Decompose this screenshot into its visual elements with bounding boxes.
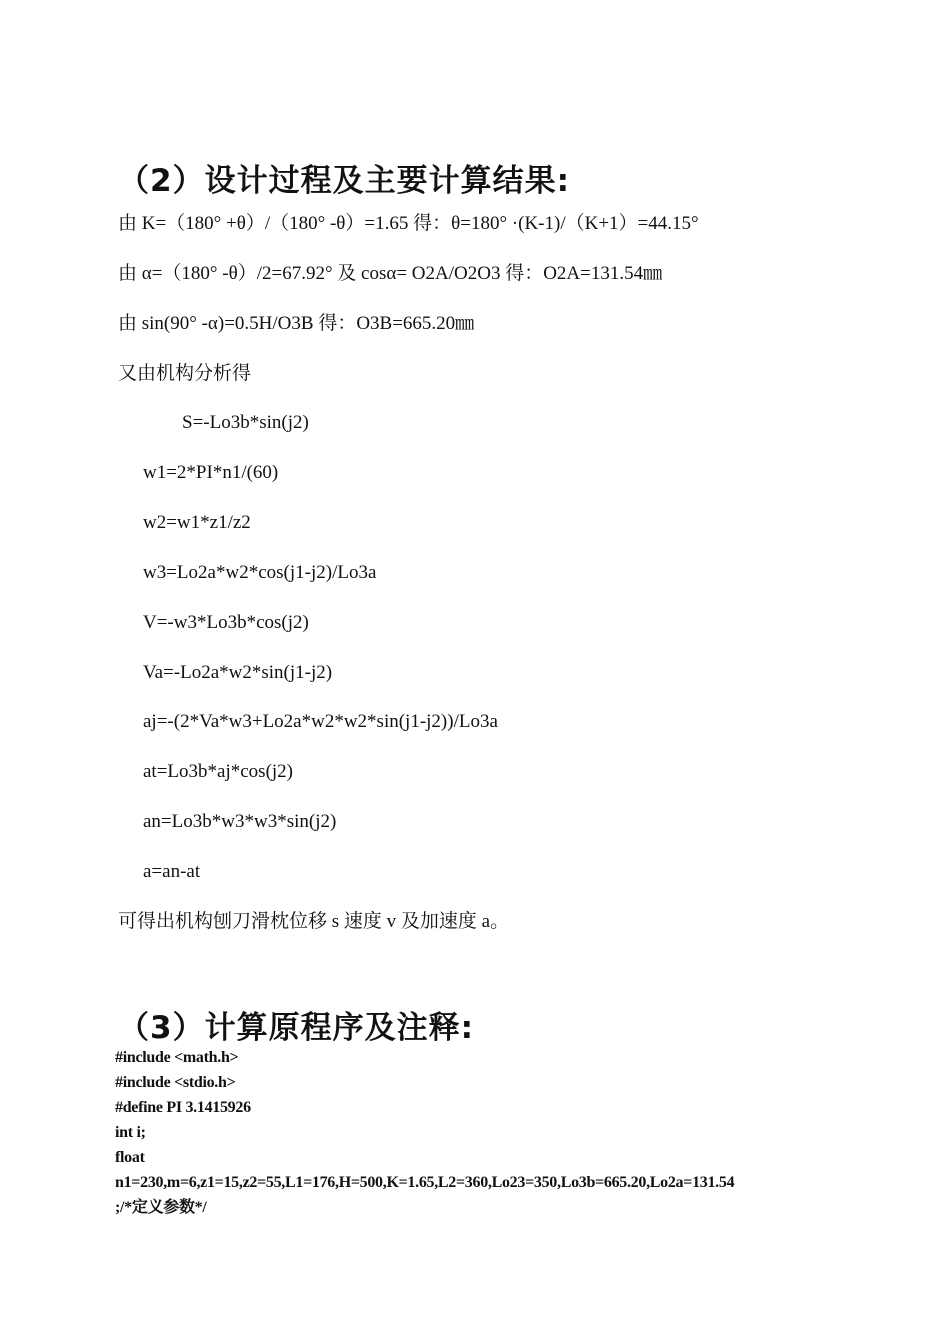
formula-va: Va=-Lo2a*w2*sin(j1-j2)	[143, 662, 333, 683]
formula-s: S=-Lo3b*sin(j2)	[182, 412, 309, 433]
analysis-intro: 又由机构分析得	[118, 363, 252, 384]
formula-an: an=Lo3b*w3*w3*sin(j2)	[143, 811, 337, 832]
formula-at: at=Lo3b*aj*cos(j2)	[143, 761, 294, 782]
section-2-heading: （2）设计过程及主要计算结果:	[118, 163, 570, 199]
code-line: #include <math.h>	[115, 1049, 239, 1066]
calc-line-o3b: 由 sin(90° -α)=0.5H/O3B 得：O3B=665.20㎜	[118, 313, 475, 334]
formula-a: a=an-at	[143, 861, 201, 882]
formula-w1: w1=2*PI*n1/(60)	[143, 462, 279, 483]
code-line: #include <stdio.h>	[115, 1074, 236, 1091]
conclusion-text: 可得出机构刨刀滑枕位移 s 速度 v 及加速度 a。	[118, 911, 510, 932]
formula-w2: w2=w1*z1/z2	[143, 512, 251, 533]
calc-line-theta: 由 K=（180° +θ）/（180° -θ）=1.65 得：θ=180° ·(K-1)/（K+1）=44.15°	[118, 213, 699, 234]
code-line: n1=230,m=6,z1=15,z2=55,L1=176,H=500,K=1.65,L2=360,Lo23=350,Lo3b=665.20,Lo2a=131.54	[115, 1174, 735, 1191]
section-3-heading: （3）计算原程序及注释:	[118, 1010, 474, 1046]
code-line: int i;	[115, 1124, 146, 1141]
formula-aj: aj=-(2*Va*w3+Lo2a*w2*w2*sin(j1-j2))/Lo3a	[143, 711, 498, 732]
calc-line-o2a: 由 α=（180° -θ）/2=67.92° 及 cosα= O2A/O2O3 得：O2A=131.54㎜	[118, 263, 663, 284]
code-line: float	[115, 1149, 145, 1166]
code-line: #define PI 3.1415926	[115, 1099, 251, 1116]
formula-w3: w3=Lo2a*w2*cos(j1-j2)/Lo3a	[143, 562, 377, 583]
formula-v: V=-w3*Lo3b*cos(j2)	[143, 612, 309, 633]
code-line: ;/*定义参数*/	[115, 1199, 207, 1216]
